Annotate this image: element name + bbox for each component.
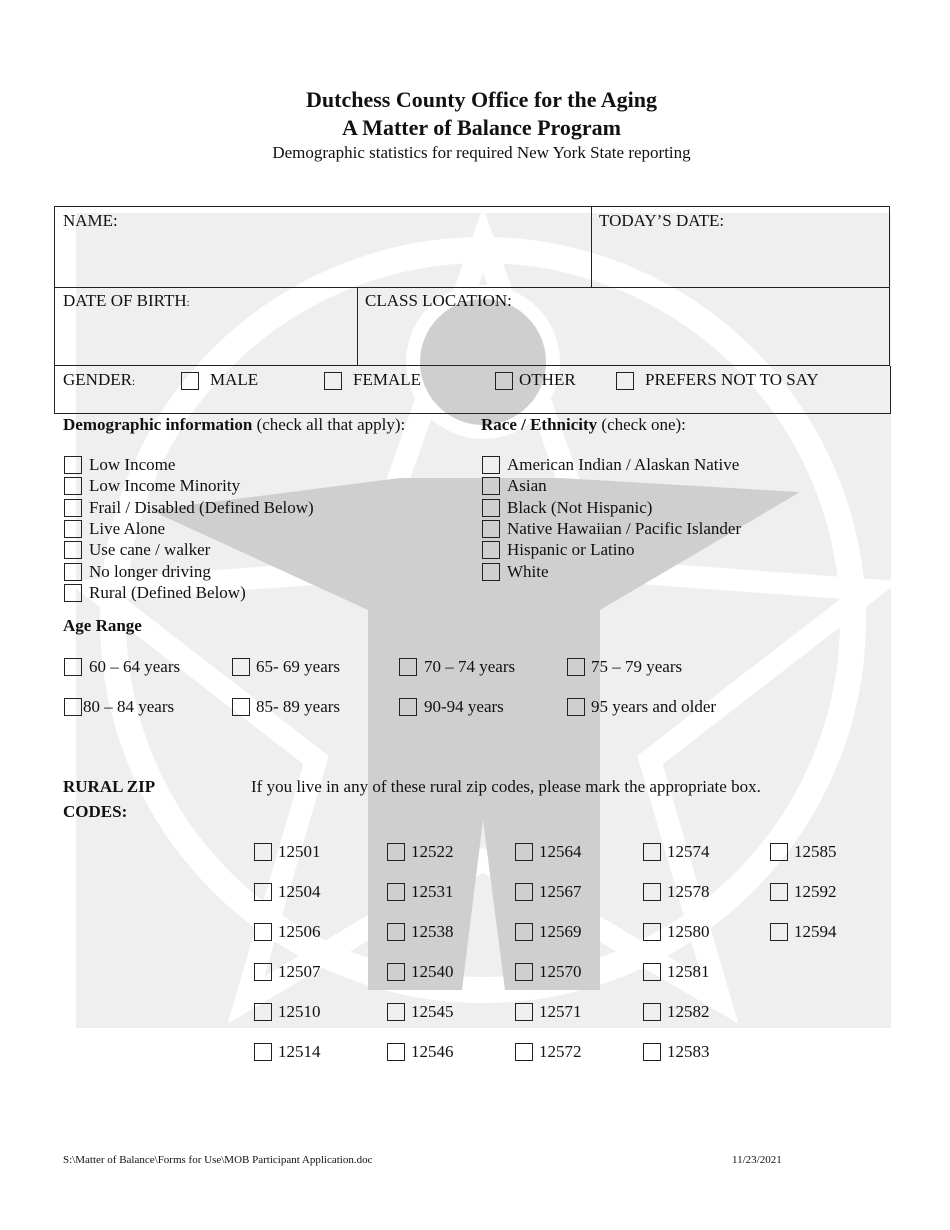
rural-heading-line2: CODES: <box>63 802 128 821</box>
zip-checkbox[interactable] <box>387 1003 405 1021</box>
org-title: Dutchess County Office for the Aging <box>306 87 657 112</box>
race-heading <box>481 415 686 435</box>
demographic-checkbox[interactable] <box>64 563 82 581</box>
zip-checkbox[interactable] <box>515 923 533 941</box>
age-option: 75 – 79 years <box>591 657 683 676</box>
race-option: White <box>507 562 549 581</box>
demographic-checkbox[interactable] <box>64 477 82 495</box>
zip-checkbox[interactable] <box>643 883 661 901</box>
zip-code: 12594 <box>794 922 837 941</box>
age-checkbox[interactable] <box>64 698 82 716</box>
gender-male-label: MALE <box>210 370 259 389</box>
race-checkbox[interactable] <box>482 541 500 559</box>
demographic-option: Use cane / walker <box>89 540 211 559</box>
zip-checkbox[interactable] <box>254 1043 272 1061</box>
class-location-label: CLASS LOCATION: <box>365 291 512 310</box>
demographic-checkbox[interactable] <box>64 541 82 559</box>
zip-code: 12580 <box>667 922 710 941</box>
zip-code: 12546 <box>411 1042 454 1061</box>
zip-code: 12570 <box>539 962 582 981</box>
zip-code: 12569 <box>539 922 582 941</box>
age-checkbox[interactable] <box>567 698 585 716</box>
zip-checkbox[interactable] <box>515 1043 533 1061</box>
dob-colon: : <box>186 297 190 309</box>
zip-checkbox[interactable] <box>643 1043 661 1061</box>
gender-other-label: OTHER <box>519 370 576 389</box>
zip-code: 12592 <box>794 882 837 901</box>
gender-prefers-not-label: PREFERS NOT TO SAY <box>645 370 819 389</box>
zip-code: 12522 <box>411 842 454 861</box>
gender-female-label: FEMALE <box>353 370 421 389</box>
demographic-option: Rural (Defined Below) <box>89 583 246 602</box>
zip-code: 12510 <box>278 1002 321 1021</box>
zip-code: 12585 <box>794 842 837 861</box>
gender-female-checkbox[interactable] <box>324 372 342 390</box>
zip-code: 12567 <box>539 882 582 901</box>
age-option: 85- 89 years <box>256 697 341 716</box>
age-option: 90-94 years <box>424 697 504 716</box>
rural-instruction: If you live in any of these rural zip codes, please mark the appropriate box. <box>251 777 761 796</box>
zip-code: 12501 <box>278 842 321 861</box>
race-option: Native Hawaiian / Pacific Islander <box>507 519 742 538</box>
zip-checkbox[interactable] <box>254 923 272 941</box>
zip-code: 12572 <box>539 1042 582 1061</box>
name-field[interactable] <box>54 206 592 288</box>
zip-checkbox[interactable] <box>643 843 661 861</box>
zip-code: 12514 <box>278 1042 321 1061</box>
demographic-option: Low Income <box>89 455 176 474</box>
zip-code: 12571 <box>539 1002 582 1021</box>
zip-checkbox[interactable] <box>254 963 272 981</box>
zip-checkbox[interactable] <box>387 923 405 941</box>
age-checkbox[interactable] <box>64 658 82 676</box>
zip-code: 12582 <box>667 1002 710 1021</box>
demographic-checkbox[interactable] <box>64 499 82 517</box>
zip-code: 12540 <box>411 962 454 981</box>
zip-checkbox[interactable] <box>770 923 788 941</box>
rural-heading-line1: RURAL ZIP <box>63 777 156 796</box>
demographic-checkbox[interactable] <box>64 520 82 538</box>
race-option: Black (Not Hispanic) <box>507 498 653 517</box>
header <box>0 86 950 163</box>
zip-checkbox[interactable] <box>515 883 533 901</box>
gender-other-checkbox[interactable] <box>495 372 513 390</box>
zip-checkbox[interactable] <box>254 843 272 861</box>
demographic-option: Frail / Disabled (Defined Below) <box>89 498 314 517</box>
demographic-heading-note: (check all that apply): <box>252 415 406 434</box>
race-heading-note: (check one): <box>597 415 686 434</box>
demographic-option: Low Income Minority <box>89 476 241 495</box>
zip-checkbox[interactable] <box>387 963 405 981</box>
zip-code: 12545 <box>411 1002 454 1021</box>
demographic-heading <box>63 415 405 435</box>
zip-code: 12507 <box>278 962 321 981</box>
gender-label-text: GENDER <box>63 370 132 389</box>
footer-file-path: S:\Matter of Balance\Forms for Use\MOB Participant Application.doc <box>63 1154 373 1166</box>
zip-checkbox[interactable] <box>254 1003 272 1021</box>
zip-code: 12531 <box>411 882 454 901</box>
gender-label <box>63 370 135 390</box>
zip-code: 12581 <box>667 962 710 981</box>
zip-checkbox[interactable] <box>387 843 405 861</box>
age-option: 65- 69 years <box>256 657 341 676</box>
gender-colon: : <box>131 376 136 388</box>
demographic-option: Live Alone <box>89 519 166 538</box>
age-option: 80 – 84 years <box>83 697 175 716</box>
zip-checkbox[interactable] <box>643 963 661 981</box>
demographic-option: No longer driving <box>89 562 211 581</box>
zip-code: 12538 <box>411 922 454 941</box>
zip-checkbox[interactable] <box>515 843 533 861</box>
race-checkbox[interactable] <box>482 499 500 517</box>
age-range-heading: Age Range <box>63 616 142 635</box>
zip-code: 12506 <box>278 922 321 941</box>
age-checkbox[interactable] <box>399 698 417 716</box>
zip-checkbox[interactable] <box>387 883 405 901</box>
age-option: 95 years and older <box>591 697 717 716</box>
zip-checkbox[interactable] <box>770 883 788 901</box>
age-option: 60 – 64 years <box>89 657 181 676</box>
race-option: American Indian / Alaskan Native <box>507 455 740 474</box>
zip-code: 12578 <box>667 882 710 901</box>
demographic-checkbox[interactable] <box>64 456 82 474</box>
zip-code: 12574 <box>667 842 710 861</box>
race-heading-bold: Race / Ethnicity <box>481 415 598 434</box>
age-option: 70 – 74 years <box>424 657 516 676</box>
age-checkbox[interactable] <box>567 658 585 676</box>
zip-checkbox[interactable] <box>643 1003 661 1021</box>
zip-code: 12504 <box>278 882 321 901</box>
race-option: Asian <box>507 476 547 495</box>
zip-checkbox[interactable] <box>643 923 661 941</box>
zip-code: 12583 <box>667 1042 710 1061</box>
demographic-checkbox[interactable] <box>64 584 82 602</box>
todays-date-label: TODAY’S DATE: <box>599 211 725 230</box>
zip-checkbox[interactable] <box>515 1003 533 1021</box>
age-checkbox[interactable] <box>232 698 250 716</box>
zip-checkbox[interactable] <box>387 1043 405 1061</box>
race-checkbox[interactable] <box>482 563 500 581</box>
name-label: NAME: <box>63 211 118 230</box>
gender-prefers-not-checkbox[interactable] <box>616 372 634 390</box>
age-checkbox[interactable] <box>232 658 250 676</box>
race-option: Hispanic or Latino <box>507 540 635 559</box>
zip-checkbox[interactable] <box>515 963 533 981</box>
gender-male-checkbox[interactable] <box>181 372 199 390</box>
zip-checkbox[interactable] <box>770 843 788 861</box>
zip-checkbox[interactable] <box>254 883 272 901</box>
dob-label <box>63 291 190 311</box>
race-checkbox[interactable] <box>482 520 500 538</box>
subtitle: Demographic statistics for required New York State reporting <box>272 143 691 162</box>
demographic-heading-bold: Demographic information <box>63 415 253 434</box>
program-title: A Matter of Balance Program <box>342 115 621 140</box>
race-checkbox[interactable] <box>482 477 500 495</box>
zip-code: 12564 <box>539 842 582 861</box>
race-checkbox[interactable] <box>482 456 500 474</box>
age-checkbox[interactable] <box>399 658 417 676</box>
dob-label-text: DATE OF BIRTH <box>63 291 187 310</box>
footer-date: 11/23/2021 <box>732 1154 782 1166</box>
